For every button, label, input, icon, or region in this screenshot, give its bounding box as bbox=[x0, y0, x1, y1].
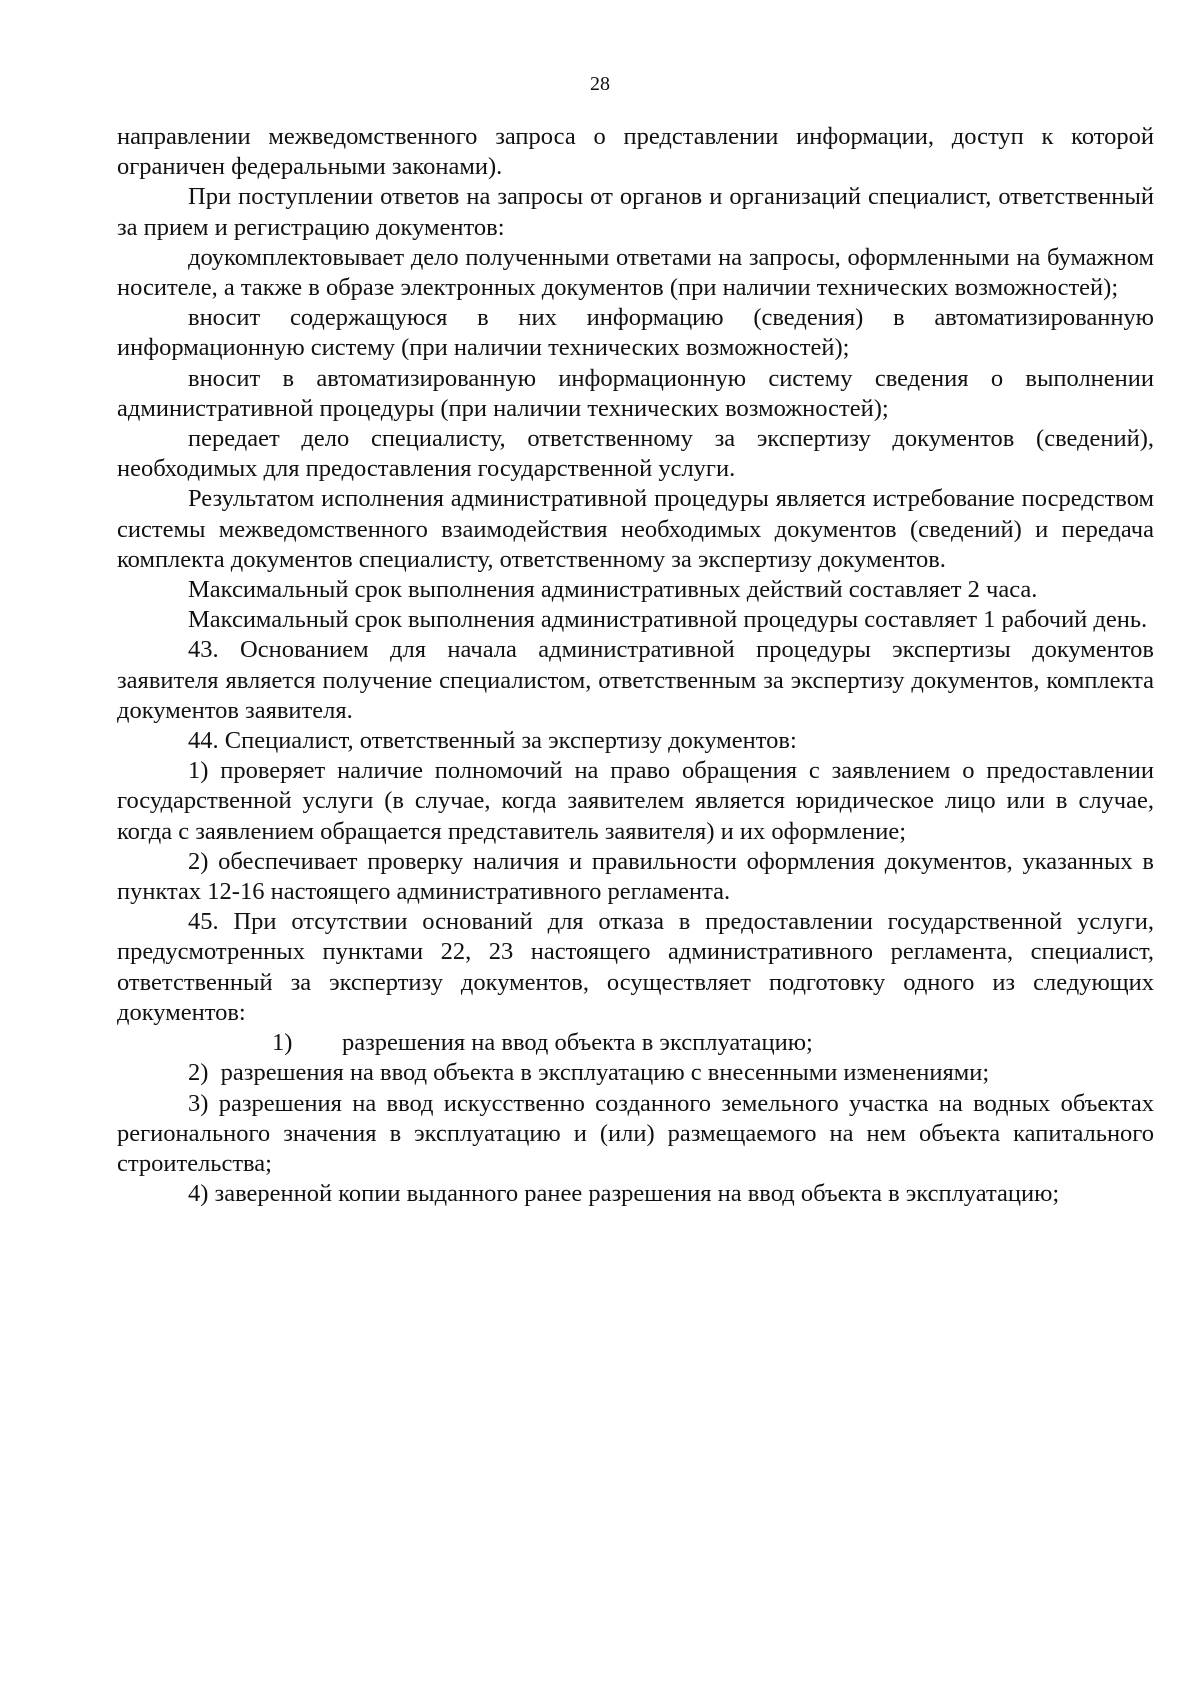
list-item: 4) заверенной копии выданного ранее разрешения на ввод объекта в эксплуатацию; bbox=[188, 1180, 1060, 1208]
paragraph: Результатом исполнения административной процедуры является истребование посредством системы межведомственного взаимодействия необходимых документов (сведений) и передача комплекта документов специалисту, ответственному за экспертизу документов. bbox=[117, 485, 1154, 573]
paragraph: Максимальный срок выполнения административных действий составляет 2 часа. bbox=[188, 576, 1038, 604]
clause-44: 44. Специалист, ответственный за экспертизу документов: bbox=[188, 727, 797, 755]
list-item bbox=[117, 1028, 1154, 1058]
clause-44-item-1: 1) проверяет наличие полномочий на право обращения с заявлением о предоставлении государственной услуги (в случае, когда заявителем является юридическое лицо или в случае, когда с заявлением обращается представитель заявителя) и их оформление; bbox=[117, 757, 1154, 845]
list-item: 3) разрешения на ввод искусственно созданного земельного участка на водных объектах регионального значения в эксплуатацию и (или) размещаемого на нем объекта капитального строительства; bbox=[117, 1089, 1154, 1177]
document-body bbox=[117, 122, 1154, 1209]
paragraph: вносит содержащуюся в них информацию (сведения) в автоматизированную информационную систему (при наличии технических возможностей); bbox=[117, 304, 1154, 362]
clause-44-item-2: 2) обеспечивает проверку наличия и правильности оформления документов, указанных в пунктах 12-16 настоящего административного регламента. bbox=[117, 847, 1154, 906]
clause-43: 43. Основанием для начала административной процедуры экспертизы документов заявителя является получение специалистом, ответственным за экспертизу документов, комплекта документов заявителя. bbox=[117, 636, 1154, 724]
list-item-text: разрешения на ввод объекта в эксплуатацию; bbox=[342, 1029, 813, 1057]
paragraph: передает дело специалисту, ответственному за экспертизу документов (сведений), необходимых для предоставления государственной услуги. bbox=[117, 425, 1154, 483]
clause-45: 45. При отсутствии оснований для отказа в предоставлении государственной услуги, предусмотренных пунктами 22, 23 настоящего административного регламента, специалист, ответственный за экспертизу документов, осуществляет подготовку одного из следующих документов: bbox=[117, 908, 1154, 1026]
paragraph: доукомплектовывает дело полученными ответами на запросы, оформленными на бумажном носителе, а также в образе электронных документов (при наличии технических возможностей); bbox=[117, 243, 1154, 302]
paragraph: вносит в автоматизированную информационную систему сведения о выполнении административной процедуры (при наличии технических возможностей); bbox=[117, 364, 1154, 422]
page-number: 28 bbox=[590, 73, 610, 95]
paragraph-continuation: направлении межведомственного запроса о представлении информации, доступ к которой ограничен федеральными законами). bbox=[117, 123, 1154, 181]
paragraph: При поступлении ответов на запросы от органов и организаций специалист, ответственный за прием и регистрацию документов: bbox=[117, 183, 1154, 241]
list-item: 2) разрешения на ввод объекта в эксплуатацию с внесенными изменениями; bbox=[188, 1059, 990, 1087]
paragraph: Максимальный срок выполнения административной процедуры составляет 1 рабочий день. bbox=[188, 606, 1148, 634]
list-item-number: 1) bbox=[272, 1029, 293, 1057]
